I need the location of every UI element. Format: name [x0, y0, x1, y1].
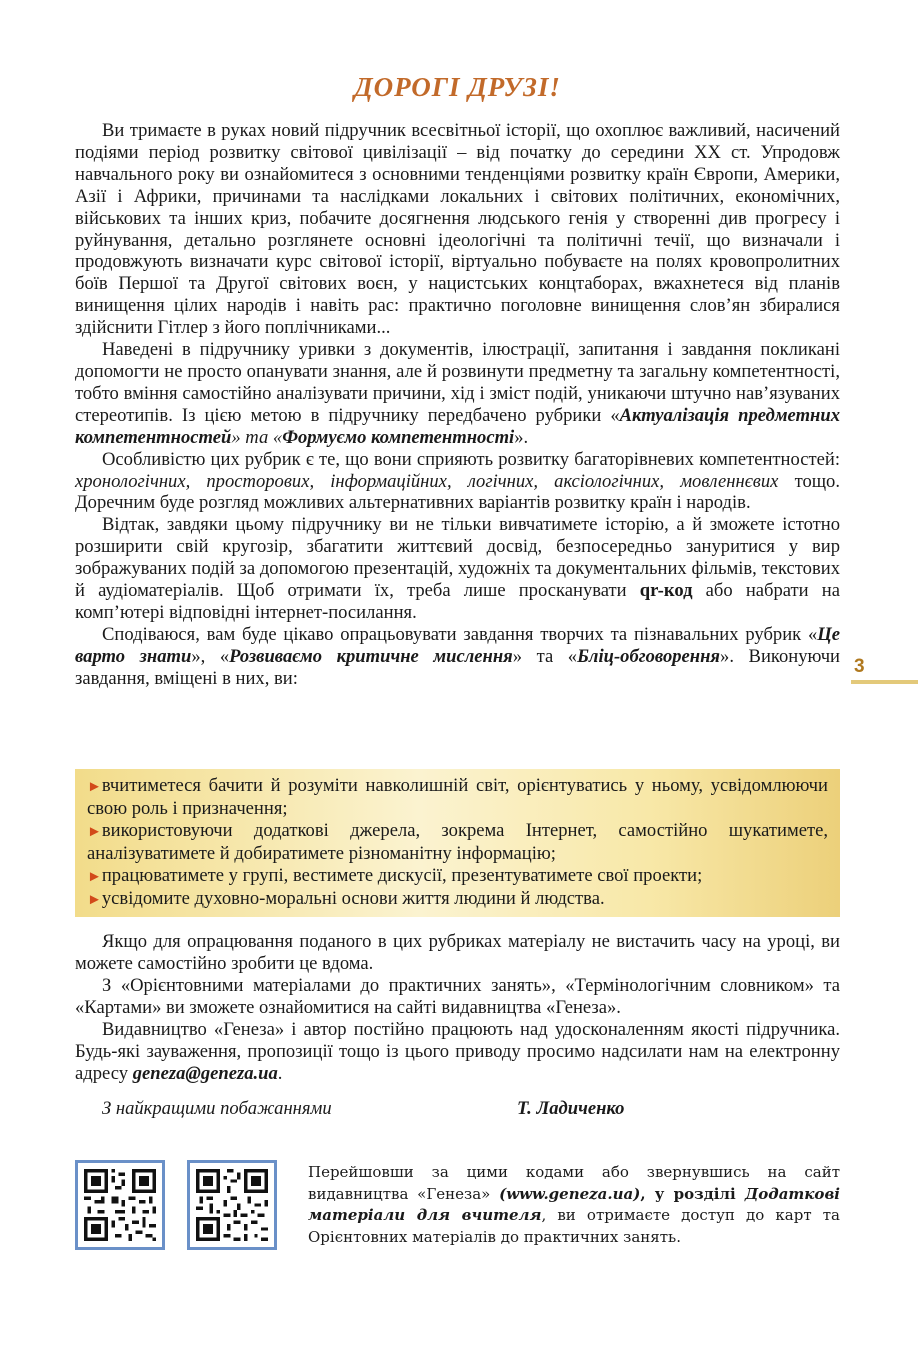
outro-paragraph-1: Якщо для опрацювання поданого в цих рубриках матеріалу не вистачить часу на уроці, ви можете самостійно зробити це вдома.: [75, 931, 840, 974]
bullet-item: [87, 775, 828, 820]
section-name: Додаткові матеріали для вчителя: [308, 1184, 840, 1224]
text-span: Наведені в підручнику уривки з документів, ілюстрації, запитання і завдання покликані допомогти не просто опанувати знання, але й розвинути предметну та загальну компетентності, тобто вміння самостійно аналізувати причини, хід і зміст подій, уникаючи штучно нав’язуваних стереотипів. Із цією метою в підручнику передбачено рубрики «: [75, 339, 840, 426]
text-span: або набрати на комп’ютері відповідні інтернет-посилання.: [75, 580, 840, 623]
bullet-text: вчитиметеся бачити й розуміти навколишній світ, орієнтуватись у ньому, усвідомлюючи свою роль і призначення;: [87, 775, 828, 819]
page-number: 3: [854, 656, 865, 677]
outro-paragraph-3: [75, 1019, 840, 1085]
rubric-name: Бліц-обговорення: [577, 645, 721, 667]
qr-code-icon: [84, 1169, 156, 1241]
qr-code-icon: [196, 1169, 268, 1241]
signature-wishes: З найкращими побажаннями: [102, 1098, 332, 1119]
intro-paragraph-2: [75, 339, 840, 449]
text-span: Видавництво «Генеза» і автор постійно працюють над удосконаленням якості підручника. Будь-які зауваження, пропозиції тощо із цього приводу просимо надсилати нам на електронну адресу: [75, 1019, 840, 1084]
page-number-bar: [851, 680, 918, 684]
rubric-name: Актуалізація предметних компетентностей: [75, 404, 840, 448]
bullet-text: працюватимете у групі, вестимете дискусії, презентуватимете свої проекти;: [101, 865, 703, 886]
text-span: тощо. Доречним буде розгляд можливих альтернативних варіантів розвитку країн і народів.: [75, 470, 841, 514]
rubric-name: Формуємо компетентності: [282, 426, 515, 448]
qr-note: [308, 1162, 840, 1248]
text-span: » та «: [512, 645, 578, 667]
triangle-bullet-icon: ►: [87, 869, 102, 885]
qr-code-term: qr-код: [639, 580, 693, 602]
email-address: geneza@geneza.ua: [132, 1063, 278, 1084]
qr-code-2[interactable]: [187, 1160, 277, 1250]
bullet-item: [87, 888, 828, 911]
competence-types: хронологічних, просторових, інформаційних, логічних, аксіологічних, мовленнєвих: [75, 470, 779, 492]
text-span: Відтак, завдяки цьому підручнику ви не тільки вивчатимете історію, а й зможете істотно розширити свій кругозір, збагатити життєвий досвід, безпосередньо зануритися у вир зображуваних подій за допомогою презентацій, художніх та документальних фільмів, текстових й аудіоматеріалів. Щоб отримати їх, треба лише просканувати: [75, 514, 840, 602]
text-span: ».: [514, 426, 529, 448]
text-span: », «: [191, 645, 230, 667]
text-span: Перейшовши за цими кодами або звернувшись на сайт видавництва «Генеза»: [308, 1163, 840, 1203]
bullet-text: усвідомите духовно-моральні основи життя людини й людства.: [101, 888, 605, 909]
intro-paragraph-3: [75, 449, 840, 515]
publisher-site-link[interactable]: (www.geneza.ua): [499, 1184, 641, 1203]
text-span: , ви отримаєте доступ до карт та Орієнтовних матеріалів до практичних занять.: [308, 1206, 840, 1246]
text-span: ». Виконуючи завдання, вміщені в них, ви:: [75, 645, 841, 689]
outro-paragraph-2: З «Орієнтовними матеріалами до практичних занять», «Термінологічним словником» та «Картами» ви зможете ознайомитися на сайті видавництва «Генеза».: [75, 975, 840, 1018]
bullet-text: використовуючи додаткові джерела, зокрема Інтернет, самостійно шукатимете, аналізуватимете й добиратимете різноманітну інформацію;: [87, 820, 828, 864]
outro-text: [75, 931, 840, 1085]
goals-box: [75, 769, 840, 917]
intro-paragraph-4: [75, 514, 840, 624]
bullet-item: [87, 820, 828, 865]
triangle-bullet-icon: ►: [87, 824, 102, 840]
page-title: ДОРОГІ ДРУЗІ!: [354, 72, 561, 102]
bullet-item: [87, 865, 828, 888]
intro-paragraph-1: Ви тримаєте в руках новий підручник всесвітньої історії, що охоплює важливий, насичений подіями період розвитку світової цивілізації – від початку до середини XX ст. Упродовж навчального року ви ознайомитеся з основними тенденціями розвитку країн Європи, Америки, Азії і Африки, причинами та наслідками локальних і світових політичних, економічних, військових та інших криз, побачите досягнення людського генія у створенні див прогресу і руйнування, детально розглянете основні ідеологічні та політичні течії, що визначали і продовжують визначати курс світової історії, віртуально побуваєте на полях кровопролитних боїв Першої та Другої світових воєн, у нацистських концтаборах, вжахнетеся від планів винищення цілих народів і навіть рас: практично поголовне винищення слов’ян збиралися здійснити Гітлер з його поплічниками...: [75, 120, 840, 339]
text-span: » та «: [231, 426, 283, 448]
triangle-bullet-icon: ►: [87, 779, 102, 795]
signature-author: Т. Ладиченко: [517, 1098, 625, 1119]
triangle-bullet-icon: ►: [87, 892, 102, 908]
text-span: , у розділі: [640, 1184, 745, 1203]
rubric-name: Розвиваємо критичне мислення: [229, 645, 513, 667]
text-span: Особливістю цих рубрик є те, що вони сприяють розвитку багаторівневих компетентностей:: [102, 448, 840, 470]
text-span: .: [277, 1063, 283, 1084]
intro-paragraph-5: [75, 624, 840, 690]
text-span: Сподіваюся, вам буде цікаво опрацьовувати завдання творчих та пізнавальних рубрик «: [102, 623, 818, 645]
qr-code-1[interactable]: [75, 1160, 165, 1250]
intro-text: [75, 120, 840, 690]
rubric-name: Це варто знати: [75, 623, 840, 667]
